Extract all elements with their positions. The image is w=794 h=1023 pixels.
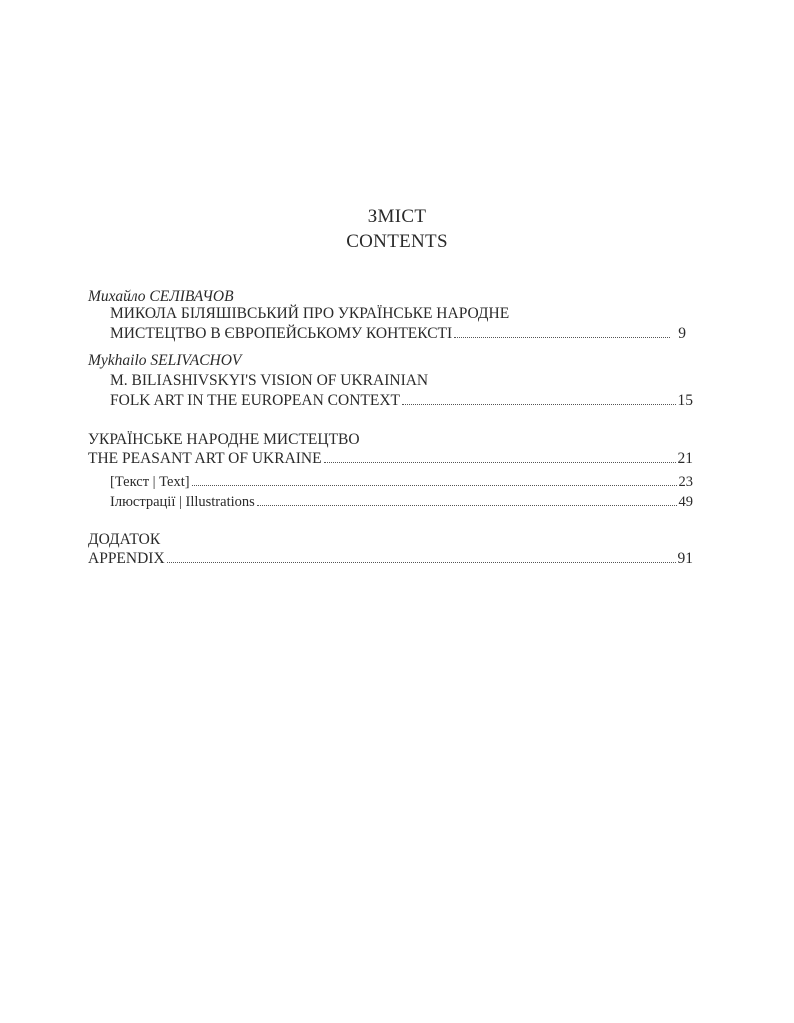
toc-section-title-uk: ДОДАТОК <box>88 531 161 548</box>
toc-page-number: 23 <box>678 474 693 490</box>
dot-leader <box>324 461 676 463</box>
toc-section-line[interactable] <box>88 549 693 569</box>
toc-section-title-en: APPENDIX <box>88 550 165 567</box>
dot-leader <box>167 561 676 563</box>
toc-entry-line[interactable] <box>110 324 686 344</box>
toc-section-line[interactable] <box>88 449 693 469</box>
toc-page-number: 91 <box>677 550 693 567</box>
dot-leader <box>454 336 670 338</box>
toc-section-title-en: THE PEASANT ART OF UKRAINE <box>88 450 322 467</box>
toc-entry-title-line: M. BILIASHIVSKYI'S VISION OF UKRAINIAN <box>110 372 429 389</box>
contents-title-uk: ЗМІСТ <box>367 206 427 227</box>
toc-entry-title-line: МИСТЕЦТВО В ЄВРОПЕЙСЬКОМУ КОНТЕКСТІ <box>110 325 453 342</box>
toc-page-number: 15 <box>677 392 693 409</box>
toc-entry-author: Mykhailo SELIVACHOV <box>88 352 242 369</box>
toc-page-number: 9 <box>678 325 686 342</box>
dot-leader <box>402 403 676 405</box>
dot-leader <box>257 504 677 506</box>
toc-page-number: 21 <box>677 450 693 467</box>
toc-subentry-line[interactable] <box>110 472 693 492</box>
toc-page-number: 49 <box>678 494 693 510</box>
toc-subentry-line[interactable] <box>110 492 693 512</box>
toc-entry-line[interactable] <box>110 391 693 411</box>
contents-title-en: CONTENTS <box>346 231 448 252</box>
toc-subentry-label: [Текст | Text] <box>110 474 190 490</box>
toc-section-title-uk: УКРАЇНСЬКЕ НАРОДНЕ МИСТЕЦТВО <box>88 431 360 448</box>
toc-subentry-label: Ілюстрації | Illustrations <box>110 494 255 510</box>
dot-leader <box>192 484 677 486</box>
toc-entry-title-line: FOLK ART IN THE EUROPEAN CONTEXT <box>110 392 400 409</box>
toc-entry-author: Михайло СЕЛІВАЧОВ <box>88 288 234 305</box>
toc-entry-title-line: МИКОЛА БІЛЯШІВСЬКИЙ ПРО УКРАЇНСЬКЕ НАРОДНЕ <box>110 305 510 322</box>
